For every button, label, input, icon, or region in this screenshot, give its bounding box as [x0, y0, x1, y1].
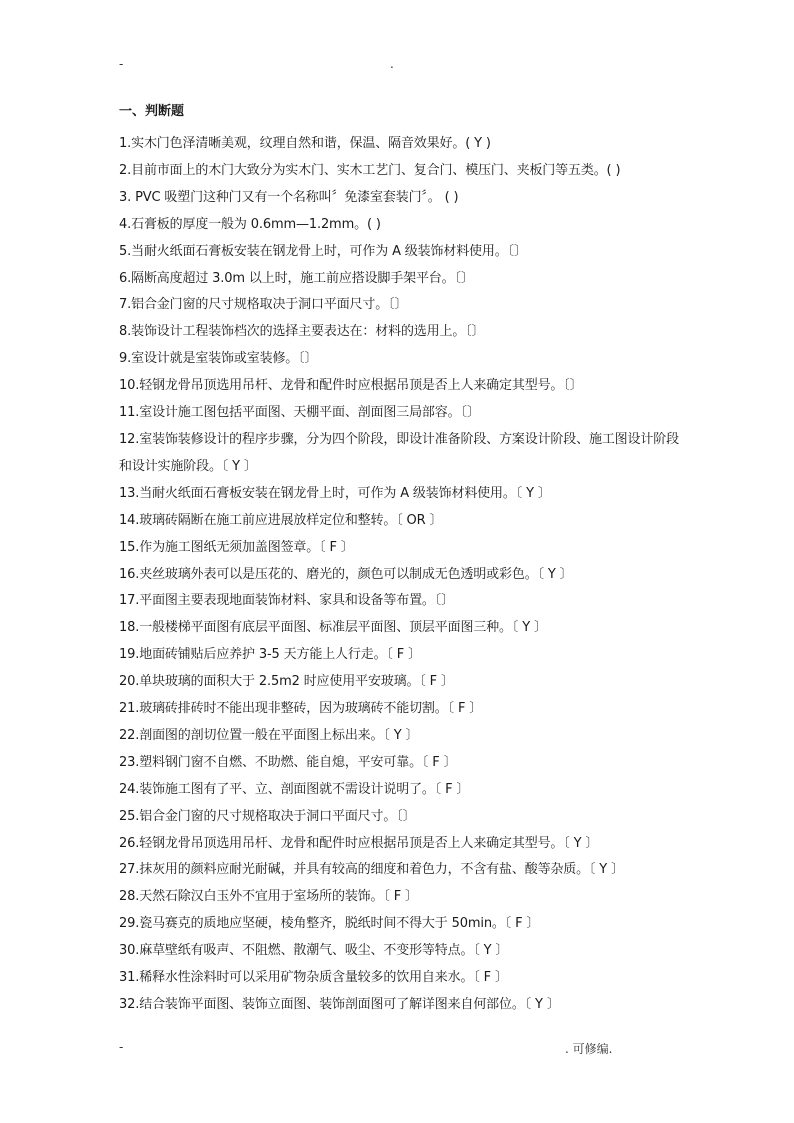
question-1: 1.实木门色泽清晰美观，纹理自然和谐，保温、隔音效果好。( Y ) [119, 136, 491, 151]
question-12: 12.室装饰装修设计的程序步骤，分为四个阶段，即设计准备阶段、方案设计阶段、施工图设计阶段和设计实施阶段。〔 Y 〕 [119, 431, 679, 474]
question-14: 14.玻璃砖隔断在施工前应进展放样定位和整转。〔 OR 〕 [119, 512, 443, 528]
question-16: 16.夹丝玻璃外表可以是压花的、磨光的，颜色可以制成无色透明或彩色。〔 Y 〕 [119, 566, 573, 582]
question-27: 27.抹灰用的颜料应耐光耐碱，并具有较高的细度和着色力，不含有盐、酸等杂质。〔 Y 〕 [119, 862, 624, 878]
question-6: 6.隔断高度超过 3.0m 以上时，施工前应搭设脚手架平台。〔〕 [119, 270, 474, 286]
footer-left-mark: - [119, 1040, 124, 1054]
question-20: 20.单块玻璃的面积大于 2.5m2 时应使用平安玻璃。〔 F 〕 [119, 674, 454, 690]
question-4: 4.石膏板的厚度一般为 0.6mm—1.2mm。( ) [119, 216, 381, 232]
question-13: 13.当耐火纸面石膏板安装在钢龙骨上时，可作为 A 级装饰材料使用。〔 Y 〕 [119, 485, 551, 501]
question-9: 9.室设计就是室装饰或室装修。〔〕 [119, 351, 318, 367]
question-19: 19.地面砖铺贴后应养护 3-5 天方能上人行走。〔 F 〕 [119, 647, 421, 663]
question-8: 8.装饰设计工程装饰档次的选择主要表达在：材料的选用上。〔〕 [119, 324, 485, 340]
question-23: 23.塑料钢门窗不自燃、不助燃、能自熄，平安可靠。〔 F 〕 [119, 754, 457, 770]
footer-editable-note: . 可修编. [565, 1042, 613, 1056]
question-5: 5.当耐火纸面石膏板安装在钢龙骨上时，可作为 A 级装饰材料使用。〔〕 [119, 243, 527, 259]
question-31: 31.稀释水性涂料时可以采用矿物杂质含量较多的饮用自来水。〔 F 〕 [119, 970, 508, 986]
question-32: 32.结合装饰平面图、装饰立面图、装饰剖面图可了解详图来自何部位。〔 Y 〕 [119, 997, 560, 1012]
question-15: 15.作为施工图纸无须加盖图签章。〔 F 〕 [119, 539, 354, 555]
question-30: 30.麻草壁纸有吸声、不阻燃、散潮气、吸尘、不变形等特点。〔 Y 〕 [119, 943, 509, 959]
question-17: 17.平面图主要表现地面装饰材料、家具和设备等布置。〔〕 [119, 593, 454, 609]
question-26: 26.轻钢龙骨吊顶选用吊杆、龙骨和配件时应根据吊顶是否上人来确定其型号。〔 Y 〕 [119, 835, 599, 851]
question-18: 18.一般楼梯平面图有底层平面图、标准层平面图、顶层平面图三种。〔 Y 〕 [119, 620, 547, 636]
question-10: 10.轻钢龙骨吊顶选用吊杆、龙骨和配件时应根据吊顶是否上人来确定其型号。〔〕 [119, 378, 583, 394]
question-11: 11.室设计施工图包括平面图、天棚平面、剖面图三局部容。〔〕 [119, 405, 480, 421]
question-7: 7.铝合金门窗的尺寸规格取决于洞口平面尺寸。〔〕 [119, 297, 408, 313]
question-24: 24.装饰施工图有了平、立、剖面图就不需设计说明了。〔 F 〕 [119, 781, 470, 797]
question-list [119, 131, 699, 1019]
question-2: 2.目前市面上的木门大致分为实木门、实木工艺门、复合门、模压门、夹板门等五类。( ) [119, 162, 621, 178]
header-left-mark: - [119, 57, 124, 71]
question-25: 25.铝合金门窗的尺寸规格取决于洞口平面尺寸。〔〕 [119, 808, 416, 824]
question-22: 22.剖面图的剖切位置一般在平面图上标出来。〔 Y 〕 [119, 727, 419, 743]
question-28: 28.天然石除汉白玉外不宜用于室场所的装饰。〔 F 〕 [119, 889, 418, 905]
header-right-mark: . [390, 57, 394, 71]
section-title: 一、判断题 [119, 104, 185, 119]
question-3: 3. PVC 吸塑门这种门又有一个名称叫〞免漆室套装门〞。 ( ) [119, 189, 459, 205]
question-29: 29.瓷马赛克的质地应坚硬，棱角整齐，脱纸时间不得大于 50min。〔 F 〕 [119, 916, 540, 932]
question-21: 21.玻璃砖排砖时不能出现非整砖，因为玻璃砖不能切割。〔 F 〕 [119, 701, 483, 717]
